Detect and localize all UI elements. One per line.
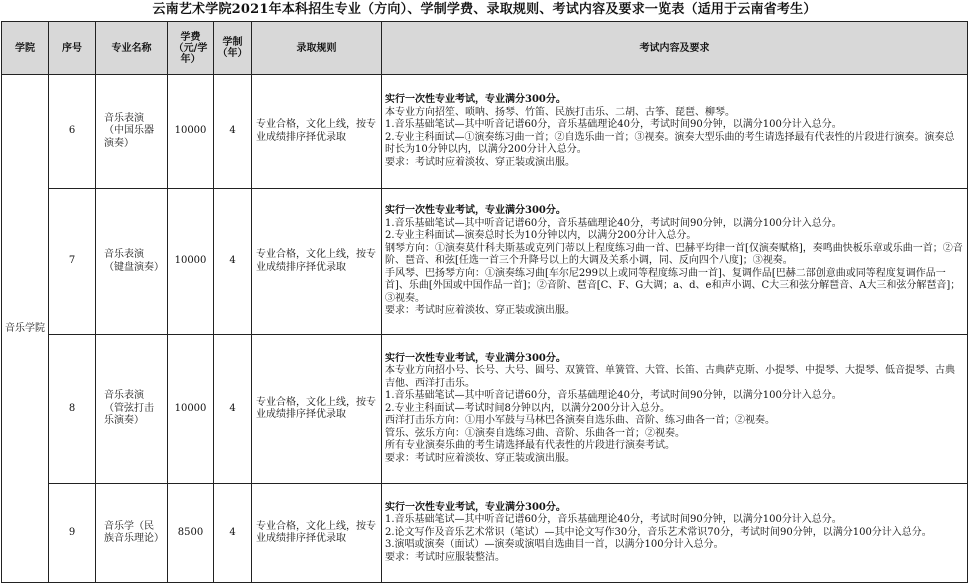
header-college: 学院 [2,22,49,75]
tuition-fee: 10000 [168,75,214,189]
duration-years: 4 [214,189,252,335]
req-line: 要求：考试时应服装整洁。 [385,551,505,563]
req-line: 1.音乐基础笔试—其中听音记谱60分，音乐基础理论40分，考试时间90分钟，以满分100分计入总分。 [385,119,842,130]
exam-requirements [382,335,968,484]
admission-rule: 专业合格，文化上线，按专业成绩排序择优录取 [252,335,382,484]
row-no: 9 [49,484,96,583]
row-no: 7 [49,189,96,335]
header-fee: 学费（元/学年） [168,22,214,75]
major-name: 音乐学（民族音乐理论） [96,484,168,583]
table-row [2,484,968,583]
tuition-fee: 8500 [168,484,214,583]
major-name: 音乐表演（管弦打击乐演奏） [96,335,168,484]
duration-years: 4 [214,484,252,583]
header-no: 序号 [49,22,96,75]
req-line: 2.专业主科面试—考试时间8分钟以内，以满分200分计入总分。 [385,402,670,414]
req-line: 钢琴方向：①演奏莫什科夫斯基或克列门蒂以上程度练习曲一首、巴赫平均律一首[仅演奏赋格]，奏鸣曲快板乐章或乐曲一首；②音阶、琶音、和弦[任选一首三个升降号以上的大调及关系小调，同、反向四个八度]；③视奏。 [385,242,963,267]
college-cell [2,75,49,583]
page-title: 云南艺术学院2021年本科招生专业（方向）、学制学费、录取规则、考试内容及要求一览表（适用于云南省考生） [152,2,817,17]
req-line: 要求：考试时应着淡妆、穿正装或演出服。 [385,452,575,464]
req-headline: 实行一次性专业考试，专业满分300分。 [385,352,566,364]
req-line: 2.论文写作及音乐艺术常识（笔试）—其中论文写作30分，音乐艺术常识70分，考试时间90分钟，以满分100分计入总分。 [385,526,932,538]
row-no: 6 [49,75,96,189]
req-line: 2.专业主科面试—①演奏练习曲一首；②自选乐曲一首；③视奏。演奏大型乐曲的考生请选择最有代表性的片段进行演奏。演奏总时长为10分钟以内，以满分200分计入总分。 [385,131,955,155]
table-row [2,335,968,484]
table-row [2,189,968,335]
header-rule: 录取规则 [252,22,382,75]
exam-requirements [382,189,968,335]
major-name: 音乐表演（中国乐器演奏） [96,75,168,189]
req-line: 要求：考试时应着淡妆、穿正装或演出服。 [385,305,575,317]
req-line: 1.音乐基础笔试—其中听音记谱60分，音乐基础理论40分，考试时间90分钟，以满分100分计入总分。 [385,390,842,402]
major-name: 音乐表演（键盘演奏） [96,189,168,335]
req-line: 管乐、弦乐方向：①演奏自选练习曲、音阶、乐曲各一首；②视奏。 [385,427,685,439]
admission-rule: 专业合格，文化上线，按专业成绩排序择优录取 [252,75,382,189]
tuition-fee: 10000 [168,335,214,484]
req-line: 本专业方向招笙、唢呐、扬琴、竹笛、民族打击乐、二胡、古筝、琵琶、柳琴。 [385,106,735,118]
row-no: 8 [49,335,96,484]
table-row [2,75,968,189]
admission-rule: 专业合格，文化上线，按专业成绩排序择优录取 [252,484,382,583]
exam-requirements [382,75,968,189]
req-line: 1.音乐基础笔试—其中听音记谱60分，音乐基础理论40分，考试时间90分钟，以满分100分计入总分。 [385,514,842,526]
tuition-fee: 10000 [168,189,214,335]
req-line: 所有专业演奏乐曲的考生请选择最有代表性的片段进行演奏考试。 [385,440,675,452]
college-name: 音乐学院 [5,322,45,334]
duration-years: 4 [214,75,252,189]
req-line: 西洋打击乐方向：①用小军鼓与马林巴各演奏自选乐曲、音阶、练习曲各一首；②视奏。 [385,415,775,427]
exam-requirements [382,484,968,583]
duration-years: 4 [214,335,252,484]
header-row [2,22,968,75]
req-headline: 实行一次性专业考试，专业满分300分。 [385,94,566,105]
req-line: 1.音乐基础笔试—其中听音记谱60分，音乐基础理论40分，考试时间90分钟，以满分100分计入总分。 [385,217,842,229]
req-line: 3.演唱或演奏（面试）—演奏或演唱自选曲目一首，以满分100分计入总分。 [385,539,724,551]
req-line: 手风琴、巴扬琴方向：①演奏练习曲[车尔尼299以上或同等程度练习曲一首]、复调作品[巴赫二部创意曲或同等程度复调作品一首]、乐曲[外国或中国作品一首]；②音阶、琶音[C、F、G大调；a、d、e和声小调、C大三和弦分解琶音、A大三和弦分解琶音]；③视奏。 [385,267,961,304]
header-duration: 学制（年） [214,22,252,75]
req-line: 本专业方向招小号、长号、大号、圆号、双簧管、单簧管、大管、长笛、古典萨克斯、小提琴、中提琴、大提琴、低音提琴、古典吉他、西洋打击乐。 [385,365,955,389]
req-headline: 实行一次性专业考试，专业满分300分。 [385,501,566,513]
header-requirements: 考试内容及要求 [382,22,968,75]
admissions-table [1,21,968,583]
req-line: 要求：考试时应着淡妆、穿正装或演出服。 [385,156,575,168]
header-major: 专业名称 [96,22,168,75]
req-line: 2.专业主科面试—演奏总时长为10分钟以内，以满分200分计入总分。 [385,230,697,242]
req-headline: 实行一次性专业考试，专业满分300分。 [385,205,566,217]
admission-rule: 专业合格，文化上线，按专业成绩排序择优录取 [252,189,382,335]
